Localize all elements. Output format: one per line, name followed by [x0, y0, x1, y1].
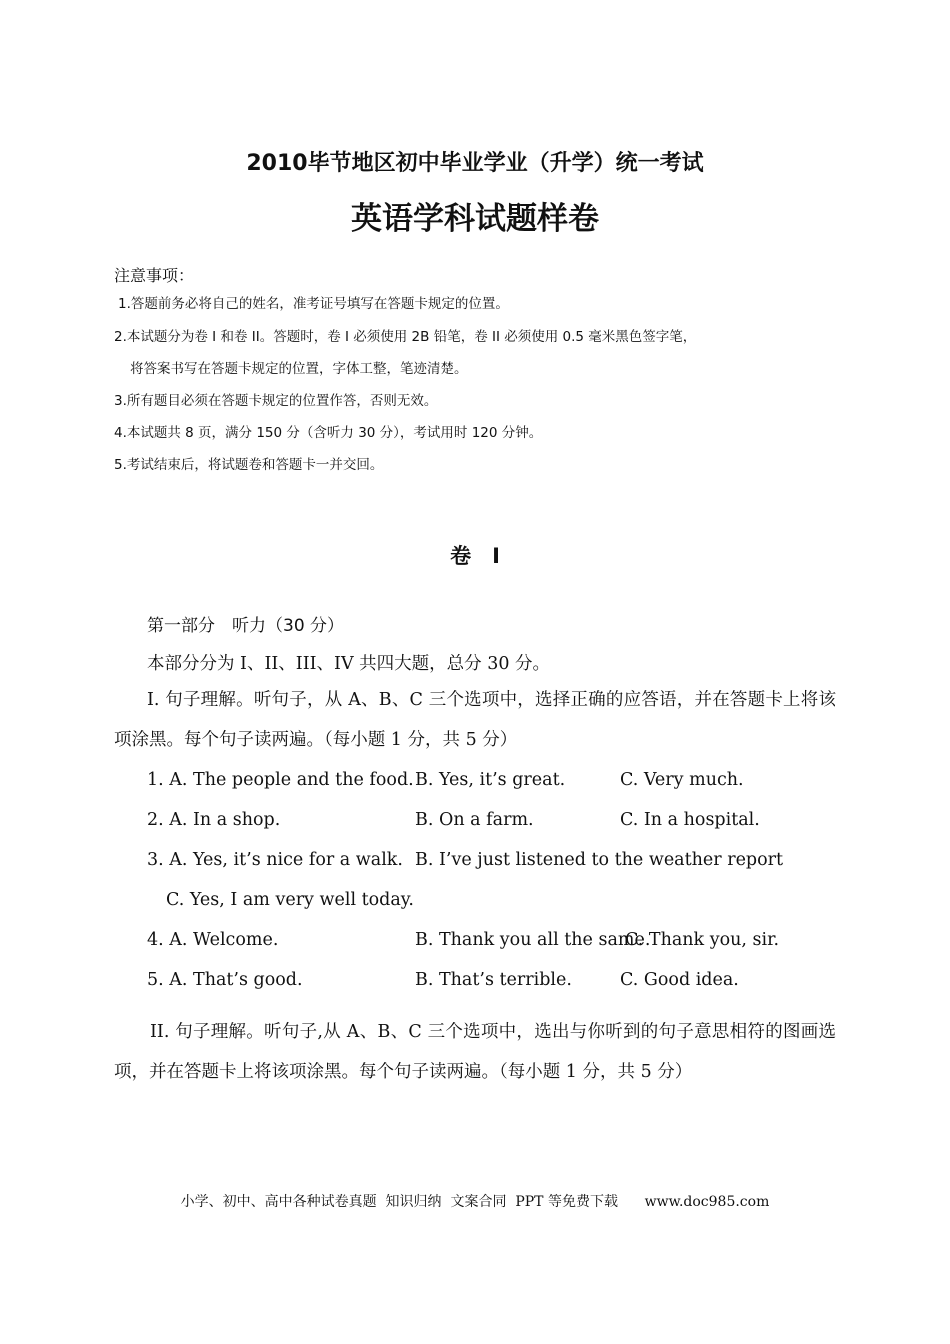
question-2-option-c: C. In a hospital. [620, 810, 760, 830]
question-4-option-b: B. Thank you all the same. [415, 930, 651, 950]
part2-instruction: II. 句子理解。听句子,从 A、B、C 三个选项中，选出与你听到的句子意思相符的图画选项，并在答题卡上将该项涂黑。每个句子读两遍。（每小题 1 分，共 5 分） [114, 1022, 836, 1082]
volume-label: 卷 I [450, 544, 500, 568]
note-item-2-continued: 将答案书写在答题卡规定的位置，字体工整，笔迹清楚。 [130, 361, 468, 377]
question-5-option-a: 5. A. That’s good. [147, 970, 303, 990]
exam-title: 2010毕节地区初中毕业学业（升学）统一考试 [246, 151, 704, 176]
question-3-option-b: B. I’ve just listened to the weather report [415, 850, 784, 870]
note-item-5: 5.考试结束后，将试题卷和答题卡一并交回。 [114, 457, 384, 473]
question-5-option-c: C. Good idea. [620, 970, 739, 990]
exam-subtitle: 英语学科试题样卷 [351, 201, 599, 237]
question-3-option-c: C. Yes, I am very well today. [166, 890, 414, 910]
question-2-option-a: 2. A. In a shop. [147, 810, 281, 830]
page-footer: 小学、初中、高中各种试卷真题 知识归纳 文案合同 PPT 等免费下载 www.doc985.com [180, 1194, 770, 1210]
section-intro: 本部分分为 I、II、III、IV 共四大题，总分 30 分。 [147, 654, 551, 674]
notes-heading: 注意事项： [114, 266, 195, 285]
note-item-2: 2.本试题分为卷 I 和卷 II。答题时，卷 I 必须使用 2B 铅笔，卷 II 必须使用 0.5 毫米黑色签字笔， [114, 329, 697, 345]
question-4-option-c: C. Thank you, sir. [625, 930, 780, 950]
question-1-option-b: B. Yes, it’s great. [415, 770, 566, 790]
note-item-1: 1.答题前务必将自己的姓名，准考证号填写在答题卡规定的位置。 [118, 296, 509, 312]
question-3-option-a: 3. A. Yes, it’s nice for a walk. [147, 850, 403, 870]
question-1-option-a: 1. A. The people and the food. [147, 770, 414, 790]
part1-instruction: I. 句子理解。听句子，从 A、B、C 三个选项中，选择正确的应答语，并在答题卡上将该项涂黑。每个句子读两遍。（每小题 1 分，共 5 分） [114, 690, 836, 750]
question-5-option-b: B. That’s terrible. [415, 970, 572, 990]
note-item-4: 4.本试题共 8 页，满分 150 分（含听力 30 分），考试用时 120 分钟。 [114, 425, 543, 441]
question-2-option-b: B. On a farm. [415, 810, 534, 830]
question-4-option-a: 4. A. Welcome. [147, 930, 279, 950]
note-item-3: 3.所有题目必须在答题卡规定的位置作答，否则无效。 [114, 393, 438, 409]
part-heading: 第一部分 听力（30 分） [147, 616, 345, 636]
question-1-option-c: C. Very much. [620, 770, 744, 790]
